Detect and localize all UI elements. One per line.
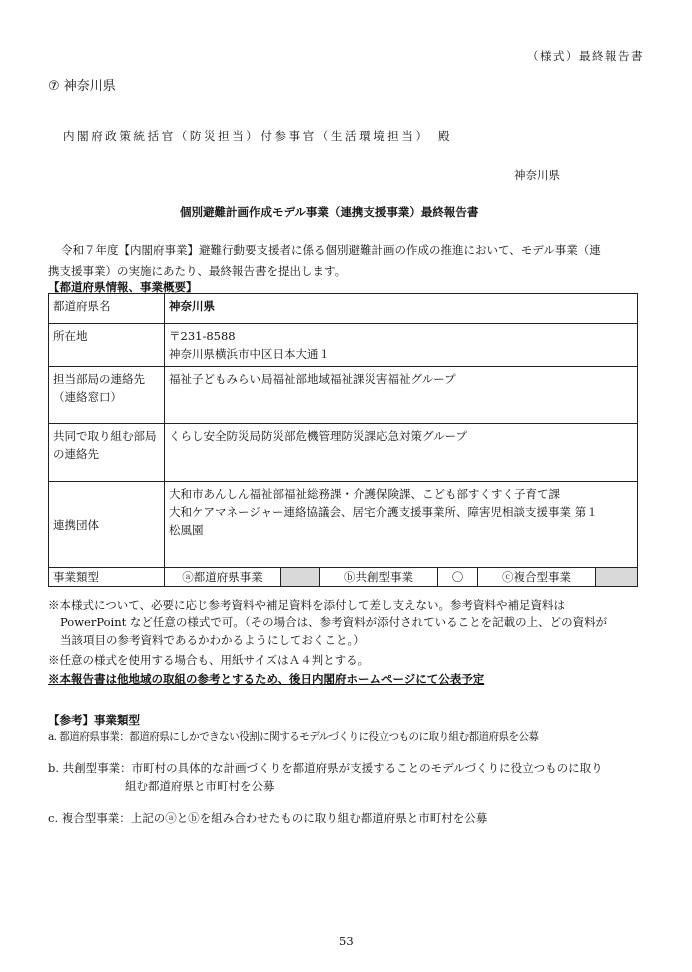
prefecture-name: 神奈川県 (63, 79, 116, 94)
reference-b-line-1: b. 共創型事業：市町村の具体的な計画づくりを都道府県が支援することのモデルづくりに役立つものに取り (48, 761, 603, 775)
table-row (49, 482, 638, 568)
type-a-label: ⓐ都道府県事業 (165, 568, 281, 586)
note-1-line-3: 当該項目の参考資料であるかわかるようにしておくこと。） (60, 633, 365, 647)
type-b-label: ⓑ共創型事業 (320, 568, 438, 586)
prefecture-heading (48, 75, 116, 94)
type-options (165, 568, 638, 587)
prefecture-info-table (48, 293, 638, 587)
intro-line-2: 携支援事業）の実施にあたり、最終報告書を提出します。 (48, 264, 347, 278)
prefecture-value: 神奈川県 (165, 294, 638, 324)
note-1-line-2: PowerPoint など任意の様式で可。（その場合は、参考資料が添付されていることを記載の上、どの資料が (60, 615, 608, 629)
partner-value (165, 482, 638, 568)
reference-b-line-2: 組む都道府県と市町村を公募 (125, 779, 275, 793)
contact-label-line-1: 担当部局の連絡先 (53, 372, 145, 386)
type-a-checkbox[interactable] (281, 568, 320, 586)
contact-value: 福祉子どもみらい局福祉部地域福祉課災害福祉グループ (165, 367, 638, 424)
joint-value: くらし安全防災局防災部危機管理防災課応急対策グループ (165, 424, 638, 482)
reference-c: c. 複合型事業：上記のⓐとⓑを組み合わせたものに取り組む都道府県と市町村を公募 (48, 811, 488, 825)
type-b-checkbox[interactable]: 〇 (438, 568, 478, 586)
table-row (49, 294, 638, 324)
joint-label-line-1: 共同で取り組む部局 (53, 429, 157, 443)
type-c-label: ⓒ複合型事業 (478, 568, 596, 586)
contact-label (49, 367, 165, 424)
address-postal: 〒231-8588 (169, 329, 236, 343)
contact-label-line-2: （連絡窓口） (53, 390, 122, 404)
partner-label: 連携団体 (49, 482, 165, 568)
joint-label (49, 424, 165, 482)
addressee: 内閣府政策統括官（防災担当）付参事官（生活環境担当） 殿 (63, 129, 453, 143)
page-number: 53 (339, 934, 354, 948)
address-line: 神奈川県横浜市中区日本大通１ (169, 347, 330, 361)
note-1-line-1: ※本様式について、必要に応じ参考資料や補足資料を添付して差し支えない。参考資料や補足資料は (48, 598, 566, 612)
prefecture-label: 都道府県名 (49, 294, 165, 324)
sender: 神奈川県 (514, 168, 560, 182)
partner-line-3: 松風園 (169, 523, 204, 537)
note-3: ※本報告書は他地域の取組の参考とするため、後日内閣府ホームページにて公表予定 (48, 672, 485, 686)
note-2: ※任意の様式を使用する場合も、用紙サイズはＡ４判とする。 (48, 653, 370, 667)
document-title: 個別避難計画作成モデル事業（連携支援事業）最終報告書 (180, 205, 479, 219)
address-label: 所在地 (49, 324, 165, 367)
table-row (49, 367, 638, 424)
section-heading-prefecture-info: 【都道府県情報、事業概要】 (48, 280, 198, 294)
joint-label-line-2: の連絡先 (53, 447, 99, 461)
table-row (49, 568, 638, 587)
table-row (49, 424, 638, 482)
type-label: 事業類型 (49, 568, 165, 587)
type-c-checkbox[interactable] (596, 568, 637, 586)
prefecture-number: ⑦ (48, 79, 60, 94)
reference-a: a. 都道府県事業：都道府県にしかできない役割に関するモデルづくりに役立つものに取り組む都道府県を公募 (48, 731, 539, 743)
table-row (49, 324, 638, 367)
address-value (165, 324, 638, 367)
reference-heading: 【参考】事業類型 (48, 713, 140, 727)
form-label: （様式）最終報告書 (527, 49, 644, 63)
partner-line-2: 大和ケアマネージャー連絡協議会、居宅介護支援事業所、障害児相談支援事業 第１ (169, 505, 598, 519)
intro-line-1: 令和７年度【内閣府事業】避難行動要支援者に係る個別避難計画の作成の推進において、モデル事業（連 (61, 243, 601, 257)
partner-line-1: 大和市あんしん福祉部福祉総務課・介護保険課、こども部すくすく子育て課 (169, 487, 560, 501)
